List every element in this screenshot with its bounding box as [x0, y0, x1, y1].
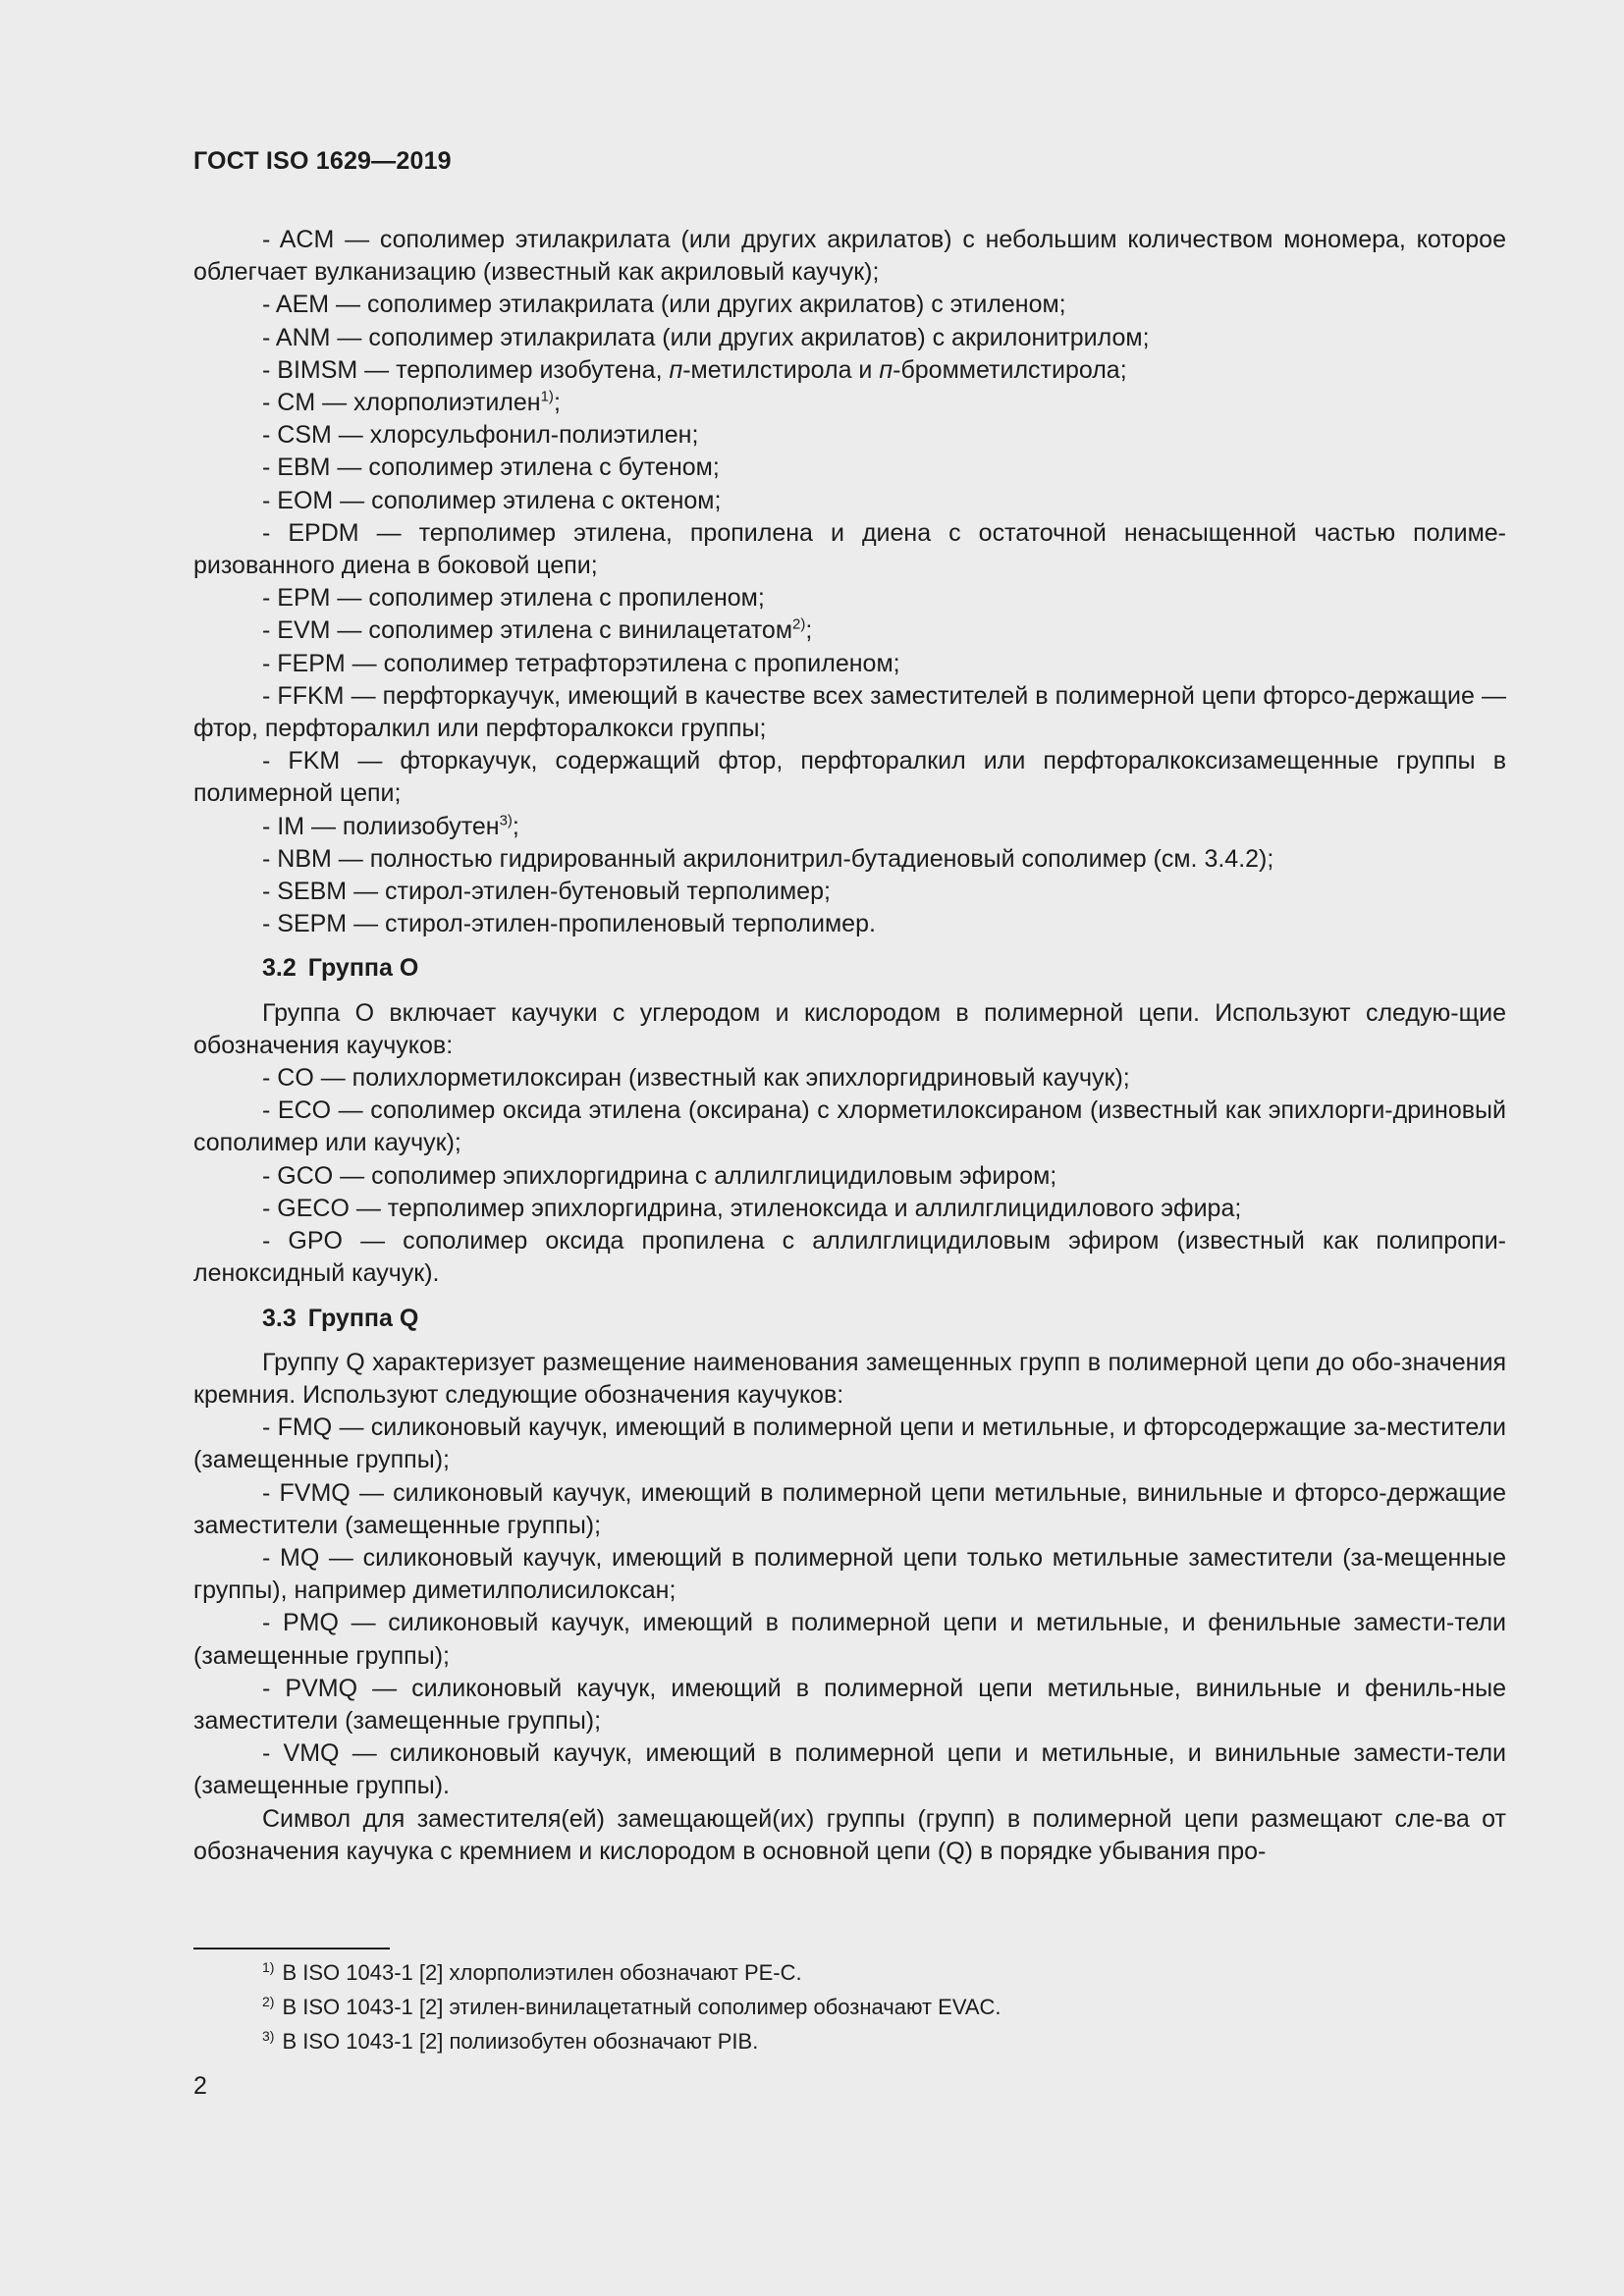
bimsm-italic-p-2: п — [879, 355, 893, 384]
list-item-fmq: - FMQ — силиконовый каучук, имеющий в полимерной цепи и метильные, и фторсодержащие за-местители (замещенные группы); — [193, 1414, 1506, 1474]
list-item-ebm: - EBM — сополимер этилена с бутеном; — [262, 454, 720, 482]
list-item-cm — [193, 387, 1506, 419]
list-item-sebm: - SEBM — стирол-этилен-бутеновый терполимер; — [262, 878, 831, 906]
cm-tail: ; — [553, 389, 561, 417]
section-q-closing: Символ для заместителя(ей) замещающей(их) группы (групп) в полимерной цепи размещают сле-ва от обозначения каучука с кремнием и кислородом в основной цепи (Q) в порядке убывания про- — [193, 1804, 1506, 1865]
footnote-divider — [193, 1948, 390, 1949]
im-text: - IM — полиизобутен — [262, 812, 500, 840]
section-number: 3.3 — [262, 1304, 297, 1332]
footnote-mark: 1) — [262, 1958, 275, 1975]
list-item-mq: - MQ — силиконовый каучук, имеющий в полимерной цепи только метильные заместители (за-мещенные группы), например диметилполисилоксан; — [193, 1543, 1506, 1605]
list-item-co: - CO — полихлорметилоксиран (известный как эпихлоргидриновый каучук); — [262, 1064, 1130, 1093]
list-item-bimsm — [193, 354, 1506, 387]
section-o-intro: Группа О включает каучуки с углеродом и кислородом в полимерной цепи. Используют следую-щие обозначения каучуков: — [193, 998, 1506, 1059]
footnote-1 — [193, 1955, 1506, 1990]
standard-header: ГОСТ ISO 1629—2019 — [193, 147, 452, 175]
list-item-fvmq: - FVMQ — силиконовый каучук, имеющий в полимерной цепи метильные, винильные и фторсо-держащие заместители (замещенные группы); — [193, 1478, 1506, 1539]
footnote-mark: 2) — [262, 1993, 275, 2009]
list-item-sepm: - SEPM — стирол-этилен-пропиленовый терполимер. — [262, 910, 876, 938]
footnote-mark: 3) — [262, 2027, 275, 2044]
list-item-vmq: - VMQ — силиконовый каучук, имеющий в полимерной цепи и метильные, и винильные замести-тели (замещенные группы). — [193, 1739, 1506, 1800]
list-item-gco: - GCO — сополимер эпихлоргидрина с аллилглицидиловым эфиром; — [262, 1161, 1057, 1190]
list-item-nbm: - NBM — полностью гидрированный акрилонитрил-бутадиеновый сополимер (см. 3.4.2); — [262, 844, 1274, 873]
list-item-acm: - ACM — сополимер этилакрилата (или других акрилатов) с небольшим количеством мономера, которое облегчает вулканизацию (известный как акриловый каучук); — [193, 226, 1506, 287]
section-heading-group-q — [193, 1303, 1506, 1335]
bimsm-text-3: -бромметилстирола; — [893, 355, 1127, 384]
list-item-ffkm: - FFKM — перфторкаучук, имеющий в качестве всех заместителей в полимерной цепи фторсо-держащие — фтор, перфторалкил или перфторалкокси группы; — [193, 681, 1506, 743]
list-item-eom: - EOM — сополимер этилена с октеном; — [262, 486, 722, 514]
footnote-2 — [193, 1990, 1506, 2024]
main-content — [193, 224, 1506, 1868]
footnote-text: В ISO 1043-1 [2] этилен-винилацетатный сополимер обозначают EVAC. — [282, 1995, 1001, 2019]
list-item-eco: - ECO — сополимер оксида этилена (оксирана) с хлорметилоксираном (известный как эпихлорги-дриновый сополимер или каучук); — [193, 1096, 1506, 1157]
list-item-epm: - EPM — сополимер этилена с пропиленом; — [262, 584, 765, 613]
footnotes — [193, 1955, 1506, 2058]
list-item-gpo: - GPO — сополимер оксида пропилена с аллилглицидиловым эфиром (известный как полипропи-леноксидный каучук). — [193, 1227, 1506, 1288]
list-item-pvmq: - PVMQ — силиконовый каучук, имеющий в полимерной цепи метильные, винильные и фениль-ные заместители (замещенные группы); — [193, 1674, 1506, 1735]
page-number: 2 — [193, 2072, 207, 2100]
bimsm-text-1: - BIMSM — терполимер изобутена, — [262, 355, 670, 384]
cm-text: - CM — хлорполиэтилен — [262, 389, 541, 417]
footnote-ref-2: 2) — [792, 616, 806, 634]
list-item-geco: - GECO — терполимер эпихлоргидрина, этиленоксида и аллилглицидилового эфира; — [262, 1194, 1242, 1222]
section-title: Группа О — [307, 954, 419, 983]
list-item-csm: - CSM — хлорсульфонил-полиэтилен; — [262, 421, 699, 450]
list-item-pmq: - PMQ — силиконовый каучук, имеющий в полимерной цепи и метильные, и фенильные замести-тели (замещенные группы); — [193, 1609, 1506, 1670]
footnote-text: В ISO 1043-1 [2] полиизобутен обозначают PIB. — [282, 2029, 759, 2054]
list-item-epdm: - EPDM — терполимер этилена, пропилена и диена с остаточной ненасыщенной частью полиме-ризованного диена в боковой цепи; — [193, 518, 1506, 580]
section-number: 3.2 — [262, 954, 297, 983]
bimsm-italic-p-1: п — [669, 355, 683, 384]
section-q-intro: Группу Q характеризует размещение наименования замещенных групп в полимерной цепи до обо-значения кремния. Используют следующие обозначения каучуков: — [193, 1348, 1506, 1409]
list-item-im — [193, 811, 1506, 843]
list-item-fkm: - FKM — фторкаучук, содержащий фтор, перфторалкил или перфторалкоксизамещенные группы в полимерной цепи; — [193, 747, 1506, 808]
evm-tail: ; — [805, 616, 813, 645]
section-title: Группа Q — [307, 1304, 419, 1332]
im-tail: ; — [512, 812, 519, 840]
footnote-text: В ISO 1043-1 [2] хлорполиэтилен обозначают PE-C. — [282, 1960, 802, 1985]
section-heading-group-o — [193, 952, 1506, 985]
footnote-3 — [193, 2024, 1506, 2058]
list-item-anm: - ANM — сополимер этилакрилата (или других акрилатов) с акрилонитрилом; — [262, 323, 1150, 351]
list-item-aem: - AEM — сополимер этилакрилата (или других акрилатов) с этиленом; — [262, 291, 1066, 319]
list-item-fepm: - FEPM — сополимер тетрафторэтилена с пропиленом; — [262, 649, 900, 677]
footnote-ref-3: 3) — [499, 812, 513, 829]
list-item-evm — [193, 614, 1506, 647]
bimsm-text-2: -метилстирола и — [682, 355, 880, 384]
evm-text: - EVM — сополимер этилена с винилацетатом — [262, 616, 793, 645]
footnote-ref-1: 1) — [540, 388, 554, 405]
